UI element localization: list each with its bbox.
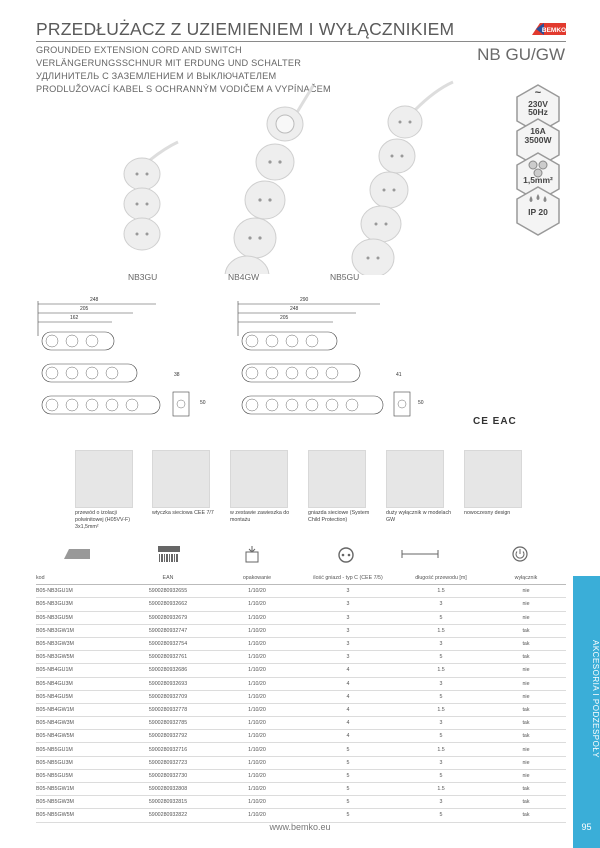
table-cell: 1.5 [396, 703, 486, 716]
table-cell: 4 [300, 730, 396, 743]
table-cell: 1/10/20 [214, 637, 300, 650]
page-number: 95 [581, 822, 592, 832]
table-cell: B05-NB4GW3M [36, 717, 122, 730]
table-cell: B05-NB5GU5M [36, 769, 122, 782]
table-cell: 5 [300, 809, 396, 822]
product-table [36, 572, 566, 823]
table-cell: tak [486, 783, 566, 796]
table-cell: 1/10/20 [214, 664, 300, 677]
table-row [36, 677, 566, 690]
dim-left-width: 38 [174, 372, 180, 378]
subtitle-cz: PRODLUŽOVACÍ KABEL S OCHRANNÝM VODIČEM A VYPÍNAČEM [36, 84, 331, 94]
table-cell: 5 [396, 730, 486, 743]
table-row [36, 664, 566, 677]
table-cell: 1.5 [396, 585, 486, 598]
dim-left-inner: 162 [70, 315, 79, 321]
package-icon [244, 546, 260, 564]
table-cell: nie [486, 769, 566, 782]
table-cell: 1/10/20 [214, 585, 300, 598]
dim-right-mid: 248 [290, 306, 299, 312]
power-value: 3500W [524, 135, 552, 145]
table-cell: 5900280932754 [122, 637, 214, 650]
table-cell: 1.5 [396, 664, 486, 677]
table-cell: 5900280932679 [122, 611, 214, 624]
table-cell: 1/10/20 [214, 677, 300, 690]
feature-caption-socket: gniazda sieciowe (System Child Protection) [308, 510, 370, 523]
table-cell: 1.5 [396, 624, 486, 637]
table-cell: 4 [300, 677, 396, 690]
table-cell: 1/10/20 [214, 703, 300, 716]
col-header-cable-length: długość przewodu [m] [396, 572, 486, 585]
table-cell: tak [486, 796, 566, 809]
table-cell: 5 [300, 783, 396, 796]
feature-image-design [464, 450, 522, 508]
table-row [36, 690, 566, 703]
table-cell: 1/10/20 [214, 717, 300, 730]
table-cell: 5900280932686 [122, 664, 214, 677]
table-cell: 5 [396, 769, 486, 782]
table-row [36, 624, 566, 637]
table-cell: B05-NB4GW1M [36, 703, 122, 716]
table-cell: 5 [396, 690, 486, 703]
table-cell: 1/10/20 [214, 624, 300, 637]
feature-image-switch [386, 450, 444, 508]
col-header-sockets: ilość gniazd - typ C (CEE 7/5) [300, 572, 396, 585]
table-cell: 5900280932747 [122, 624, 214, 637]
table-cell: 1.5 [396, 743, 486, 756]
table-cell: 3 [300, 624, 396, 637]
feature-image-socket [308, 450, 366, 508]
table-cell: 4 [300, 717, 396, 730]
table-cell: 5900280932815 [122, 796, 214, 809]
table-cell: 5 [396, 809, 486, 822]
table-cell: nie [486, 677, 566, 690]
nb5gu-product-image [335, 80, 455, 275]
table-cell: B05-NB5GW3M [36, 796, 122, 809]
brand-name: BEMKO [541, 27, 566, 34]
table-cell: tak [486, 717, 566, 730]
table-cell: B05-NB5GW5M [36, 809, 122, 822]
table-cell: 5900280932662 [122, 598, 214, 611]
table-cell: 1/10/20 [214, 796, 300, 809]
page-title: PRZEDŁUŻACZ Z UZIEMIENIEM I WYŁĄCZNIKIEM [36, 19, 455, 39]
table-cell: 1/10/20 [214, 690, 300, 703]
table-cell: 3 [396, 717, 486, 730]
subtitle-ru: УДЛИНИТЕЛЬ С ЗАЗЕМЛЕНИЕМ И ВЫКЛЮЧАТЕЛЕМ [36, 71, 277, 81]
feature-caption-plug: wtyczka sieciowa CEE 7/7 [152, 510, 214, 516]
bemko-logo [532, 21, 566, 37]
table-cell: nie [486, 756, 566, 769]
table-cell: 4 [300, 703, 396, 716]
voltage-symbol: ~ [534, 87, 542, 99]
table-cell: 1/10/20 [214, 651, 300, 664]
table-cell: 5900280932822 [122, 809, 214, 822]
col-header-packaging: opakowanie [214, 572, 300, 585]
table-cell: 5900280932785 [122, 717, 214, 730]
table-cell: B05-NB3GU5M [36, 611, 122, 624]
table-row [36, 585, 566, 598]
product-label-nb3gu: NB3GU [128, 272, 158, 282]
table-cell: 5900280932709 [122, 690, 214, 703]
feature-caption-switch: duży wyłącznik w modelach GW [386, 510, 452, 523]
feature-image-hanger [230, 450, 288, 508]
certification-marks: CE EAC [473, 416, 517, 427]
table-cell: 5 [300, 743, 396, 756]
table-cell: 3 [300, 637, 396, 650]
table-cell: 5900280932808 [122, 783, 214, 796]
table-cell: 3 [396, 598, 486, 611]
table-row [36, 743, 566, 756]
table-cell: 5900280932792 [122, 730, 214, 743]
feature-image-plug [152, 450, 210, 508]
table-cell: 1/10/20 [214, 783, 300, 796]
table-cell: 5 [396, 651, 486, 664]
table-cell: B05-NB4GU5M [36, 690, 122, 703]
dimension-drawing-left [30, 296, 210, 426]
product-label-nb5gu: NB5GU [330, 272, 360, 282]
table-row [36, 637, 566, 650]
table-cell: 3 [300, 585, 396, 598]
table-cell: nie [486, 664, 566, 677]
table-row [36, 611, 566, 624]
table-cell: 5 [300, 769, 396, 782]
table-cell: tak [486, 624, 566, 637]
table-row [36, 598, 566, 611]
table-row [36, 717, 566, 730]
feature-caption-design: nowoczesny design [464, 510, 511, 516]
switch-icon [512, 546, 528, 562]
table-cell: nie [486, 690, 566, 703]
feature-caption-hanger: w zestawie zawieszka do montażu [230, 510, 290, 523]
table-row [36, 703, 566, 716]
col-header-ean: EAN [122, 572, 214, 585]
nb4gw-product-image [215, 84, 315, 274]
table-cell: 3 [300, 598, 396, 611]
table-cell: 1/10/20 [214, 809, 300, 822]
table-cell: 5900280932761 [122, 651, 214, 664]
table-row [36, 796, 566, 809]
table-row [36, 783, 566, 796]
table-cell: 3 [396, 637, 486, 650]
table-cell: tak [486, 809, 566, 822]
table-cell: tak [486, 651, 566, 664]
table-row [36, 756, 566, 769]
table-cell: 3 [396, 756, 486, 769]
table-cell: nie [486, 743, 566, 756]
table-cell: 3 [396, 796, 486, 809]
table-cell: 5 [300, 756, 396, 769]
table-cell: 1.5 [396, 783, 486, 796]
brand-icon [64, 548, 90, 560]
table-cell: 3 [396, 677, 486, 690]
table-cell: 1/10/20 [214, 611, 300, 624]
table-cell: B05-NB4GU3M [36, 677, 122, 690]
table-cell: 5900280932716 [122, 743, 214, 756]
dim-left-height: 50 [200, 400, 206, 406]
table-cell: B05-NB3GW5M [36, 651, 122, 664]
section-label: AKCESORIA I PODZESPOŁY [591, 640, 600, 759]
dimension-drawing-right [230, 296, 430, 426]
table-cell: tak [486, 730, 566, 743]
cable-length-icon [400, 547, 440, 561]
table-cell: 5900280932693 [122, 677, 214, 690]
table-cell: B05-NB3GU3M [36, 598, 122, 611]
table-cell: 3 [300, 611, 396, 624]
dim-left-total: 248 [90, 297, 99, 303]
table-cell: 4 [300, 664, 396, 677]
title-rule [36, 41, 566, 42]
table-cell: nie [486, 598, 566, 611]
feature-caption-cable: przewód o izolacji polwinitowej (H05VV-F) 3x1,5mm² [75, 510, 131, 530]
cable-value: 1,5mm² [523, 175, 553, 185]
model-code: NB GU/GW [477, 45, 565, 64]
table-cell: 1/10/20 [214, 730, 300, 743]
feature-image-cable [75, 450, 133, 508]
table-cell: 5900280932723 [122, 756, 214, 769]
dim-right-total: 290 [300, 297, 309, 303]
col-header-switch: wyłącznik [486, 572, 566, 585]
table-cell: B05-NB4GW5M [36, 730, 122, 743]
table-cell: B05-NB5GU3M [36, 756, 122, 769]
product-label-nb4gw: NB4GW [228, 272, 260, 282]
socket-type-icon [338, 547, 354, 563]
nb3gu-product-image [110, 140, 180, 270]
current-value: 16A [530, 126, 546, 136]
subtitle-en: GROUNDED EXTENSION CORD AND SWITCH [36, 45, 242, 55]
table-cell: B05-NB3GW3M [36, 637, 122, 650]
col-header-code: kod [36, 572, 122, 585]
table-row [36, 769, 566, 782]
table-cell: B05-NB3GU1M [36, 585, 122, 598]
dim-right-width: 41 [396, 372, 402, 378]
footer-url: www.bemko.eu [269, 822, 331, 832]
table-row [36, 651, 566, 664]
voltage-value: 230V [528, 99, 548, 109]
table-row [36, 730, 566, 743]
table-cell: 3 [300, 651, 396, 664]
ip-value: IP 20 [528, 207, 548, 217]
table-cell: tak [486, 703, 566, 716]
frequency-value: 50Hz [528, 107, 548, 117]
table-cell: 5900280932655 [122, 585, 214, 598]
table-cell: 4 [300, 690, 396, 703]
table-cell: tak [486, 637, 566, 650]
table-header-row [36, 572, 566, 585]
table-cell: 5900280932778 [122, 703, 214, 716]
barcode-icon [158, 546, 180, 562]
table-cell: nie [486, 611, 566, 624]
dim-right-height: 50 [418, 400, 424, 406]
table-cell: B05-NB3GW1M [36, 624, 122, 637]
table-cell: 1/10/20 [214, 743, 300, 756]
table-cell: 5900280932730 [122, 769, 214, 782]
table-row [36, 809, 566, 822]
table-cell: 1/10/20 [214, 756, 300, 769]
table-cell: 1/10/20 [214, 769, 300, 782]
table-cell: 5 [396, 611, 486, 624]
dim-right-inner: 205 [280, 315, 289, 321]
table-cell: 5 [300, 796, 396, 809]
table-cell: B05-NB5GW1M [36, 783, 122, 796]
table-cell: 1/10/20 [214, 598, 300, 611]
table-cell: B05-NB4GU1M [36, 664, 122, 677]
dim-left-mid: 205 [80, 306, 89, 312]
table-cell: nie [486, 585, 566, 598]
subtitle-de: VERLÄNGERUNGSSCHNUR MIT ERDUNG UND SCHALTER [36, 58, 302, 68]
table-cell: B05-NB5GU1M [36, 743, 122, 756]
